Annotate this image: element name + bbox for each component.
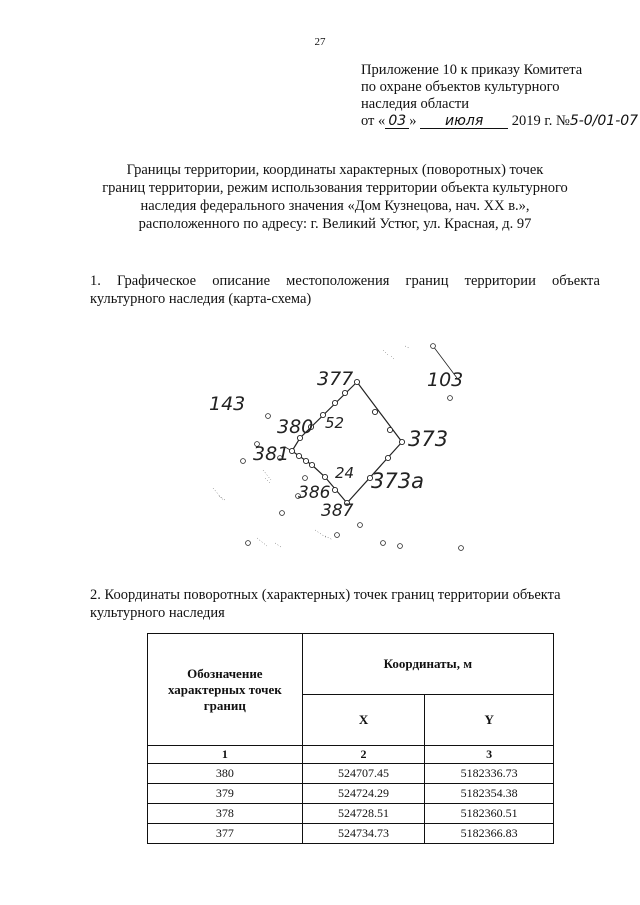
map-label-103: 103 xyxy=(427,369,464,391)
section-1-line-2: культурного наследия (карта-схема) xyxy=(90,291,312,307)
heading-line-2: границ территории, режим использования территории объекта культурного xyxy=(102,180,568,196)
map-label-373: 373 xyxy=(408,427,449,451)
date-mid: » xyxy=(409,113,417,129)
annex-line-3: наследия области xyxy=(361,96,470,112)
map-label-377: 377 xyxy=(317,368,354,390)
section-1-line-1: 1. Графическое описание местоположения границ территории объекта xyxy=(90,273,600,289)
date-year: 2019 г. № xyxy=(511,113,570,129)
annex-line-2: по охране объектов культурного xyxy=(361,79,560,95)
annex-date-line xyxy=(361,113,639,130)
column-number: 2 xyxy=(302,746,425,764)
map-label-381: 381 xyxy=(253,443,290,465)
boundary-map xyxy=(205,338,475,560)
point-cell: 380 xyxy=(148,764,303,784)
point-cell: 379 xyxy=(148,784,303,804)
x-cell: 524724.29 xyxy=(302,784,425,804)
section-1 xyxy=(90,272,600,308)
y-header: Y xyxy=(425,695,554,746)
y-cell: 5182354.38 xyxy=(425,784,554,804)
section-2-line-1: 2. Координаты поворотных (характерных) точек границ территории объекта xyxy=(90,587,561,603)
column-number: 1 xyxy=(148,746,303,764)
point-designation-header: Обозначение характерных точек границ xyxy=(148,634,303,746)
order-number: 5-0/01-07 xyxy=(569,113,639,129)
column-number: 3 xyxy=(425,746,554,764)
document-heading xyxy=(70,161,600,233)
section-2 xyxy=(90,586,600,622)
date-day: 03 xyxy=(385,114,409,129)
x-cell: 524734.73 xyxy=(302,824,425,844)
coordinates-table xyxy=(147,633,554,844)
map-label-143: 143 xyxy=(209,393,246,415)
table-row xyxy=(148,804,554,824)
coordinates-header: Координаты, м xyxy=(302,634,553,695)
map-label-24: 24 xyxy=(335,464,355,482)
x-header: X xyxy=(302,695,425,746)
map-label-380: 380 xyxy=(277,416,314,438)
point-cell: 378 xyxy=(148,804,303,824)
section-2-line-2: культурного наследия xyxy=(90,605,225,621)
map-label-387: 387 xyxy=(321,501,354,521)
y-cell: 5182336.73 xyxy=(425,764,554,784)
heading-line-1: Границы территории, координаты характерных (поворотных) точек xyxy=(126,162,544,178)
x-cell: 524707.45 xyxy=(302,764,425,784)
date-prefix: от « xyxy=(361,113,386,129)
map-label-373a: 373а xyxy=(371,469,424,493)
table-row xyxy=(148,764,554,784)
page-number: 27 xyxy=(314,36,326,48)
dotted-lines xyxy=(213,346,409,547)
date-month: июля xyxy=(420,114,508,129)
annex-line-1: Приложение 10 к приказу Комитета xyxy=(361,62,583,78)
table-row xyxy=(148,784,554,804)
heading-line-3: наследия федерального значения «Дом Кузнецова, нач. XX в.», xyxy=(140,198,530,214)
map-label-386: 386 xyxy=(298,483,331,503)
heading-line-4: расположенного по адресу: г. Великий Устюг, ул. Красная, д. 97 xyxy=(138,216,532,232)
table-row xyxy=(148,824,554,844)
map-label-52: 52 xyxy=(325,414,345,432)
point-cell: 377 xyxy=(148,824,303,844)
y-cell: 5182360.51 xyxy=(425,804,554,824)
annex-block xyxy=(361,62,639,130)
y-cell: 5182366.83 xyxy=(425,824,554,844)
x-cell: 524728.51 xyxy=(302,804,425,824)
